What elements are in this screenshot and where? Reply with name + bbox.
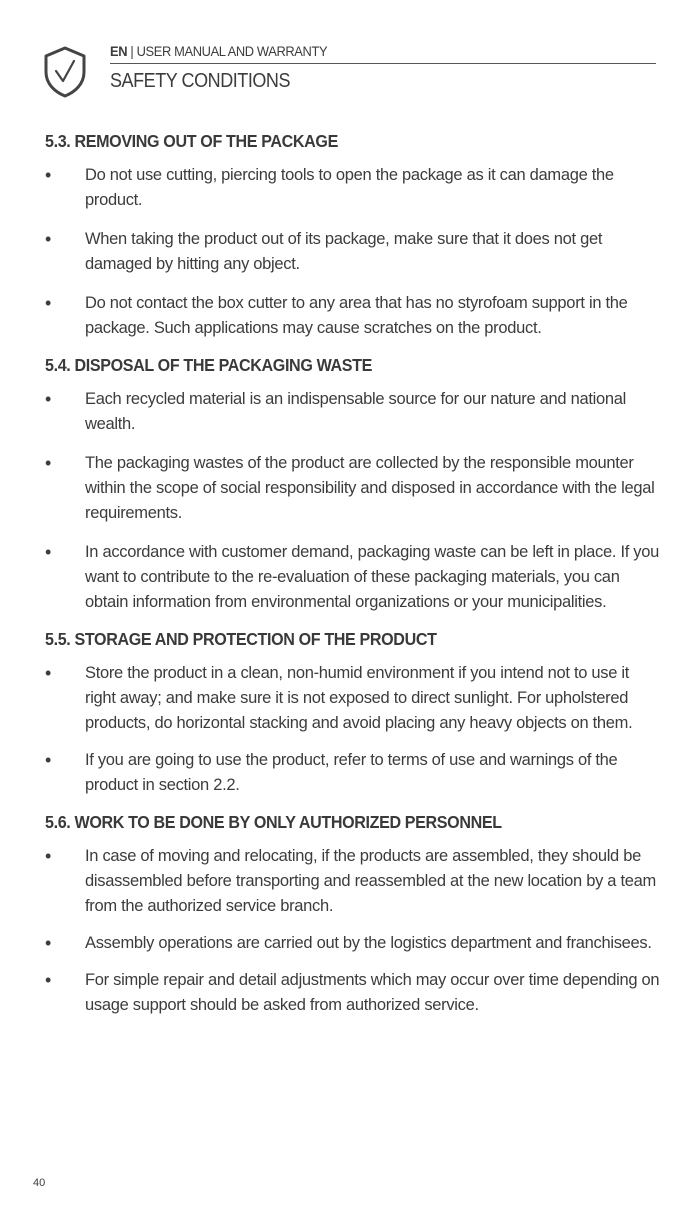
list-item-text: When taking the product out of its package, make sure that it does not get damaged by hitting any object. xyxy=(85,230,603,273)
bullet-marker: • xyxy=(45,293,52,313)
list-item xyxy=(45,451,660,526)
list-item xyxy=(45,844,660,919)
bullet-marker: • xyxy=(45,663,52,683)
section-heading: 5.5. STORAGE AND PROTECTION OF THE PRODUCT xyxy=(45,629,437,649)
bullet-marker: • xyxy=(45,542,52,562)
list-item-text: Each recycled material is an indispensable source for our nature and national wealth. xyxy=(85,390,626,433)
header-doc-line xyxy=(110,43,327,59)
list-item xyxy=(45,931,660,956)
list-item xyxy=(45,291,660,341)
bullet-marker: • xyxy=(45,970,52,990)
document-title: USER MANUAL AND WARRANTY xyxy=(136,43,328,59)
bullet-marker: • xyxy=(45,846,52,866)
section-packaging-waste xyxy=(45,351,660,615)
section-removing-package xyxy=(45,127,660,341)
bullet-list xyxy=(45,661,660,798)
section-heading: 5.4. DISPOSAL OF THE PACKAGING WASTE xyxy=(45,355,372,375)
header-divider xyxy=(110,63,656,64)
header-separator: | xyxy=(130,43,134,59)
bullet-marker: • xyxy=(45,750,52,770)
list-item-text: Do not contact the box cutter to any area that has no styrofoam support in the package. Such applications may cause scratches on the product. xyxy=(85,294,628,337)
list-item-text: Assembly operations are carried out by the logistics department and franchisees. xyxy=(85,934,652,952)
section-heading: 5.6. WORK TO BE DONE BY ONLY AUTHORIZED PERSONNEL xyxy=(45,812,502,832)
list-item-text: For simple repair and detail adjustments which may occur over time depending on usage support should be asked from authorized service. xyxy=(85,971,660,1014)
bullet-marker: • xyxy=(45,453,52,473)
list-item-text: The packaging wastes of the product are collected by the responsible mounter within the scope of social responsibility and disposed in accordance with the legal requirements. xyxy=(85,454,655,522)
shield-check-icon xyxy=(43,46,87,98)
section-authorized-personnel xyxy=(45,808,660,1018)
list-item xyxy=(45,163,660,213)
bullet-list xyxy=(45,387,660,615)
list-item xyxy=(45,540,660,615)
list-item xyxy=(45,387,660,437)
page-header xyxy=(0,0,700,110)
list-item-text: In case of moving and relocating, if the products are assembled, they should be disassembled before transporting and reassembled at the new location by a team from the authorized service branch. xyxy=(85,847,656,915)
page-content xyxy=(45,127,660,1018)
section-storage-protection xyxy=(45,625,660,798)
list-item-text: Store the product in a clean, non-humid environment if you intend not to use it right away; and make sure it is not exposed to direct sunlight. For upholstered products, do horizontal stacking and avoid placing any heavy objects on them. xyxy=(85,664,633,732)
language-code: EN xyxy=(110,43,128,59)
page-number: 40 xyxy=(33,1177,46,1189)
list-item-text: Do not use cutting, piercing tools to open the package as it can damage the product. xyxy=(85,166,614,209)
bullet-marker: • xyxy=(45,933,52,953)
bullet-marker: • xyxy=(45,389,52,409)
list-item xyxy=(45,227,660,277)
bullet-marker: • xyxy=(45,165,52,185)
section-heading: 5.3. REMOVING OUT OF THE PACKAGE xyxy=(45,131,338,151)
list-item-text: If you are going to use the product, refer to terms of use and warnings of the product in section 2.2. xyxy=(85,751,618,794)
bullet-marker: • xyxy=(45,229,52,249)
list-item xyxy=(45,968,660,1018)
bullet-list xyxy=(45,844,660,1018)
list-item xyxy=(45,748,660,798)
list-item xyxy=(45,661,660,736)
list-item-text: In accordance with customer demand, packaging waste can be left in place. If you want to contribute to the re-evaluation of these packaging materials, you can obtain information from environmental organizations or your municipalities. xyxy=(85,543,660,611)
bullet-list xyxy=(45,163,660,341)
section-title: SAFETY CONDITIONS xyxy=(110,70,291,92)
